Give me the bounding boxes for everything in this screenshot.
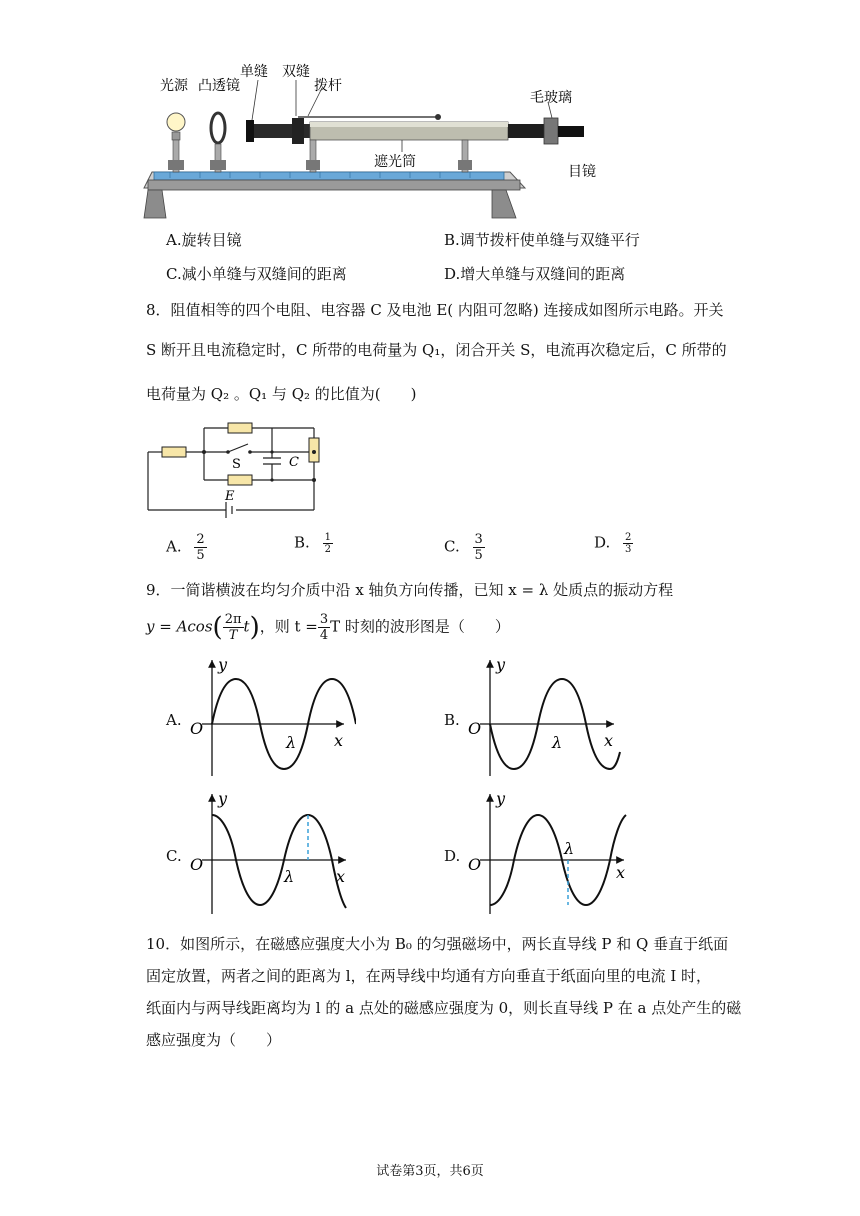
svg-text:y: y — [496, 789, 506, 808]
svg-text:x: x — [604, 731, 614, 750]
svg-text:λ: λ — [552, 733, 563, 752]
capacitor-label: C — [289, 455, 299, 470]
q9-option-b-label: B. — [444, 711, 460, 729]
q8-line-2: S 断开且电流稳定时，C 所带的电荷量为 Q₁，闭合开关 S，电流再次稳定后，C 所带的 — [146, 341, 727, 359]
svg-text:x: x — [334, 731, 344, 750]
label-double-slit: 双缝 — [282, 64, 310, 80]
label-eyepiece: 目镜 — [568, 164, 596, 180]
svg-text:λ: λ — [284, 867, 295, 886]
svg-text:λ: λ — [286, 733, 297, 752]
svg-text:x: x — [336, 867, 346, 886]
svg-text:O: O — [190, 855, 204, 874]
q7-option-a: A.旋转目镜 — [166, 231, 242, 249]
q8-line-1: 8．阻值相等的四个电阻、电容器 C 及电池 E( 内阻可忽略) 连接成如图所示电路。开关 — [146, 301, 724, 319]
q9-graph-d — [464, 788, 634, 916]
q9-option-c-label: C. — [166, 847, 182, 865]
q9-option-d-label: D. — [444, 847, 461, 865]
q10-line-4: 感应强度为（ ） — [146, 1031, 282, 1049]
label-light-tube: 遮光筒 — [374, 154, 416, 170]
q9-line-1: 9．一简谐横波在均匀介质中沿 x 轴负方向传播，已知 x = λ 处质点的振动方程 — [146, 581, 674, 599]
switch-label: S — [232, 457, 241, 472]
svg-text:O: O — [468, 719, 482, 738]
svg-text:y: y — [218, 655, 228, 674]
q9-graph-c — [186, 788, 356, 916]
svg-text:O: O — [468, 855, 482, 874]
q10-line-2: 固定放置，两者之间的距离为 l，在两导线中均通有方向垂直于纸面向里的电流 I 时， — [146, 967, 712, 985]
svg-text:x: x — [616, 863, 626, 882]
label-lever: 拨杆 — [314, 78, 342, 94]
page-footer: 试卷第3页，共6页 — [376, 1164, 484, 1179]
q8-option-d: D. $\frac{2}{3}$ — [594, 532, 632, 555]
svg-text:O: O — [190, 719, 204, 738]
q8-option-b: B. $\frac{1}{2}$ — [294, 532, 331, 555]
label-single-slit: 单缝 — [240, 64, 268, 80]
label-frosted-glass: 毛玻璃 — [530, 90, 572, 106]
q9-option-a-label: A. — [166, 711, 182, 729]
q9-graph-a — [186, 654, 356, 780]
label-light-source: 光源 — [160, 78, 188, 94]
q7-option-d: D.增大单缝与双缝间的距离 — [444, 265, 626, 283]
svg-text:y: y — [496, 655, 506, 674]
bulb-icon — [167, 113, 185, 131]
q8-option-c: C. $\frac{3}{5}$ — [444, 532, 483, 563]
q8-circuit-diagram — [144, 416, 334, 524]
q7-option-b: B.调节拨杆使单缝与双缝平行 — [444, 231, 640, 249]
svg-text:λ: λ — [564, 839, 575, 858]
q10-line-3: 纸面内与两导线距离均为 l 的 a 点处的磁感应强度为 0，则长直导线 P 在 a 点处产生的磁 — [146, 999, 742, 1017]
q9-line-2: y = Acos( $\frac{2\pi}{T}$ t)，则 t = $\frac{3}{4}$ T 时刻的波形图是（ ） — [146, 612, 510, 643]
q8-option-a: A. $\frac{2}{5}$ — [166, 532, 205, 563]
q9-graph-b — [464, 654, 624, 780]
battery-label: E — [225, 489, 235, 504]
interference-apparatus-figure — [140, 60, 620, 225]
label-convex-lens: 凸透镜 — [198, 78, 240, 94]
q8-line-3: 电荷量为 Q₂ 。Q₁ 与 Q₂ 的比值为( ) — [146, 385, 417, 403]
q7-option-c: C.减小单缝与双缝间的距离 — [166, 265, 347, 283]
svg-text:y: y — [218, 789, 228, 808]
q10-line-1: 10．如图所示，在磁感应强度大小为 B₀ 的匀强磁场中，两长直导线 P 和 Q 垂直于纸面 — [146, 935, 729, 953]
